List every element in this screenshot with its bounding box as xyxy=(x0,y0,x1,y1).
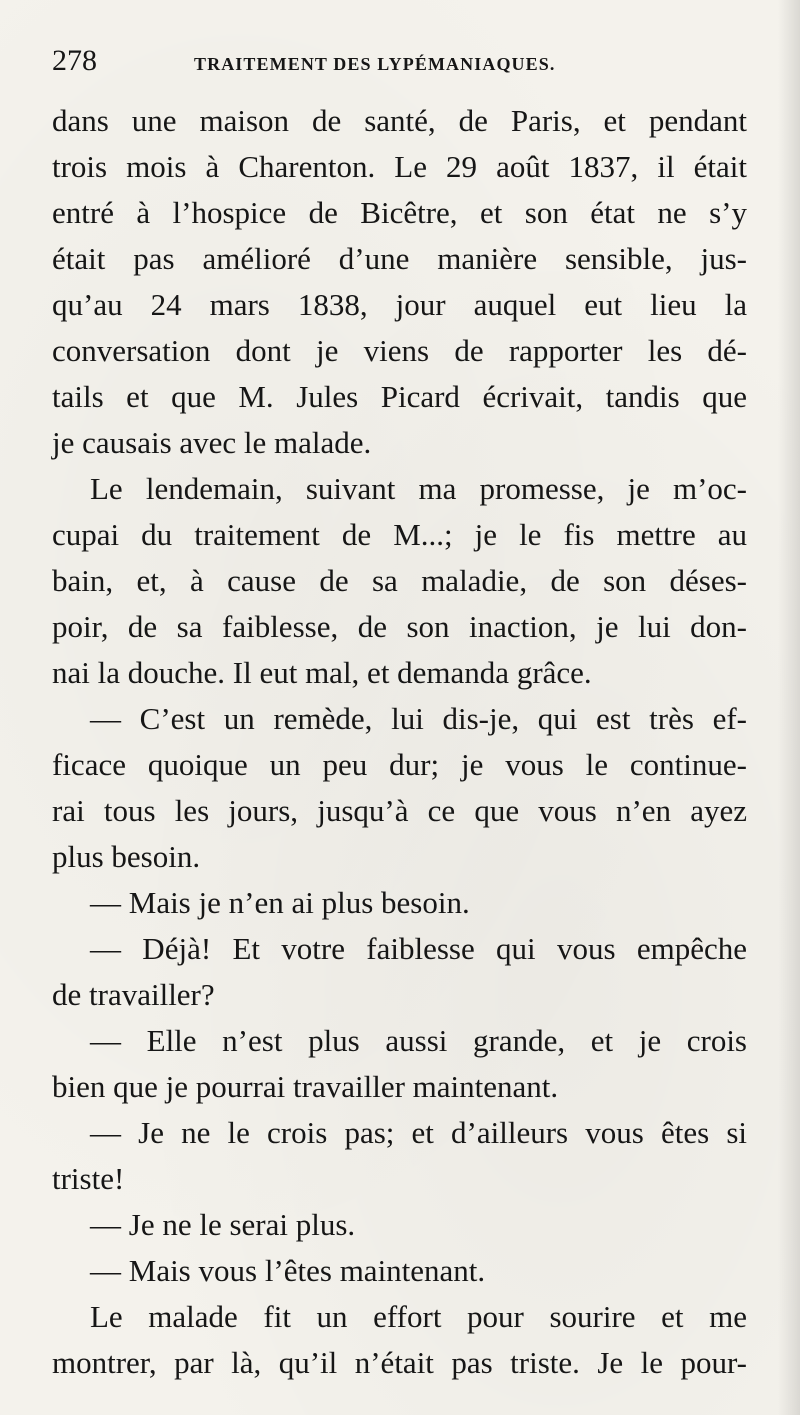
text-line: qu’au 24 mars 1838, jour auquel eut lieu la xyxy=(52,287,747,322)
text-line: poir, de sa faiblesse, de son inaction, je lui don- xyxy=(52,609,747,644)
text-line: cupai du traitement de M...; je le fis mettre au xyxy=(52,517,747,552)
page-number: 278 xyxy=(52,44,97,77)
text-line: nai la douche. Il eut mal, et demanda grâce. xyxy=(52,655,592,690)
text-line: ficace quoique un peu dur; je vous le continue- xyxy=(52,747,747,782)
text-line: bain, et, à cause de sa maladie, de son déses- xyxy=(52,563,747,598)
body-text xyxy=(52,98,747,1386)
text-line: — Elle n’est plus aussi grande, et je crois xyxy=(90,1023,747,1058)
running-head: TRAITEMENT DES LYPÉMANIAQUES. xyxy=(194,54,556,74)
text-line: je causais avec le malade. xyxy=(52,425,372,460)
text-line: — Déjà! Et votre faiblesse qui vous empêche xyxy=(90,931,747,966)
text-line: Le malade fit un effort pour sourire et me xyxy=(90,1299,747,1334)
text-line: conversation dont je viens de rapporter les dé- xyxy=(52,333,747,368)
text-line: — Je ne le crois pas; et d’ailleurs vous êtes si xyxy=(90,1115,747,1150)
page-edge-shadow xyxy=(778,0,800,1415)
text-line: Le lendemain, suivant ma promesse, je m’oc- xyxy=(90,471,747,506)
text-line: — Je ne le serai plus. xyxy=(90,1207,356,1242)
text-line: de travailler? xyxy=(52,977,215,1012)
text-line: — C’est un remède, lui dis-je, qui est très ef- xyxy=(90,701,747,736)
text-line: dans une maison de santé, de Paris, et pendant xyxy=(52,103,747,138)
text-line: trois mois à Charenton. Le 29 août 1837, il était xyxy=(52,149,747,184)
text-line: montrer, par là, qu’il n’était pas triste. Je le pour- xyxy=(52,1345,747,1380)
text-line: plus besoin. xyxy=(52,839,201,874)
text-line: rai tous les jours, jusqu’à ce que vous n’en ayez xyxy=(52,793,747,828)
text-line: — Mais je n’en ai plus besoin. xyxy=(90,885,470,920)
text-line: bien que je pourrai travailler maintenant. xyxy=(52,1069,559,1104)
page-header xyxy=(52,44,612,84)
text-line: tails et que M. Jules Picard écrivait, tandis que xyxy=(52,379,747,414)
text-line: était pas amélioré d’une manière sensible, jus- xyxy=(52,241,747,276)
text-line: triste! xyxy=(52,1161,125,1196)
text-line: — Mais vous l’êtes maintenant. xyxy=(90,1253,486,1288)
text-line: entré à l’hospice de Bicêtre, et son état ne s’y xyxy=(52,195,747,230)
